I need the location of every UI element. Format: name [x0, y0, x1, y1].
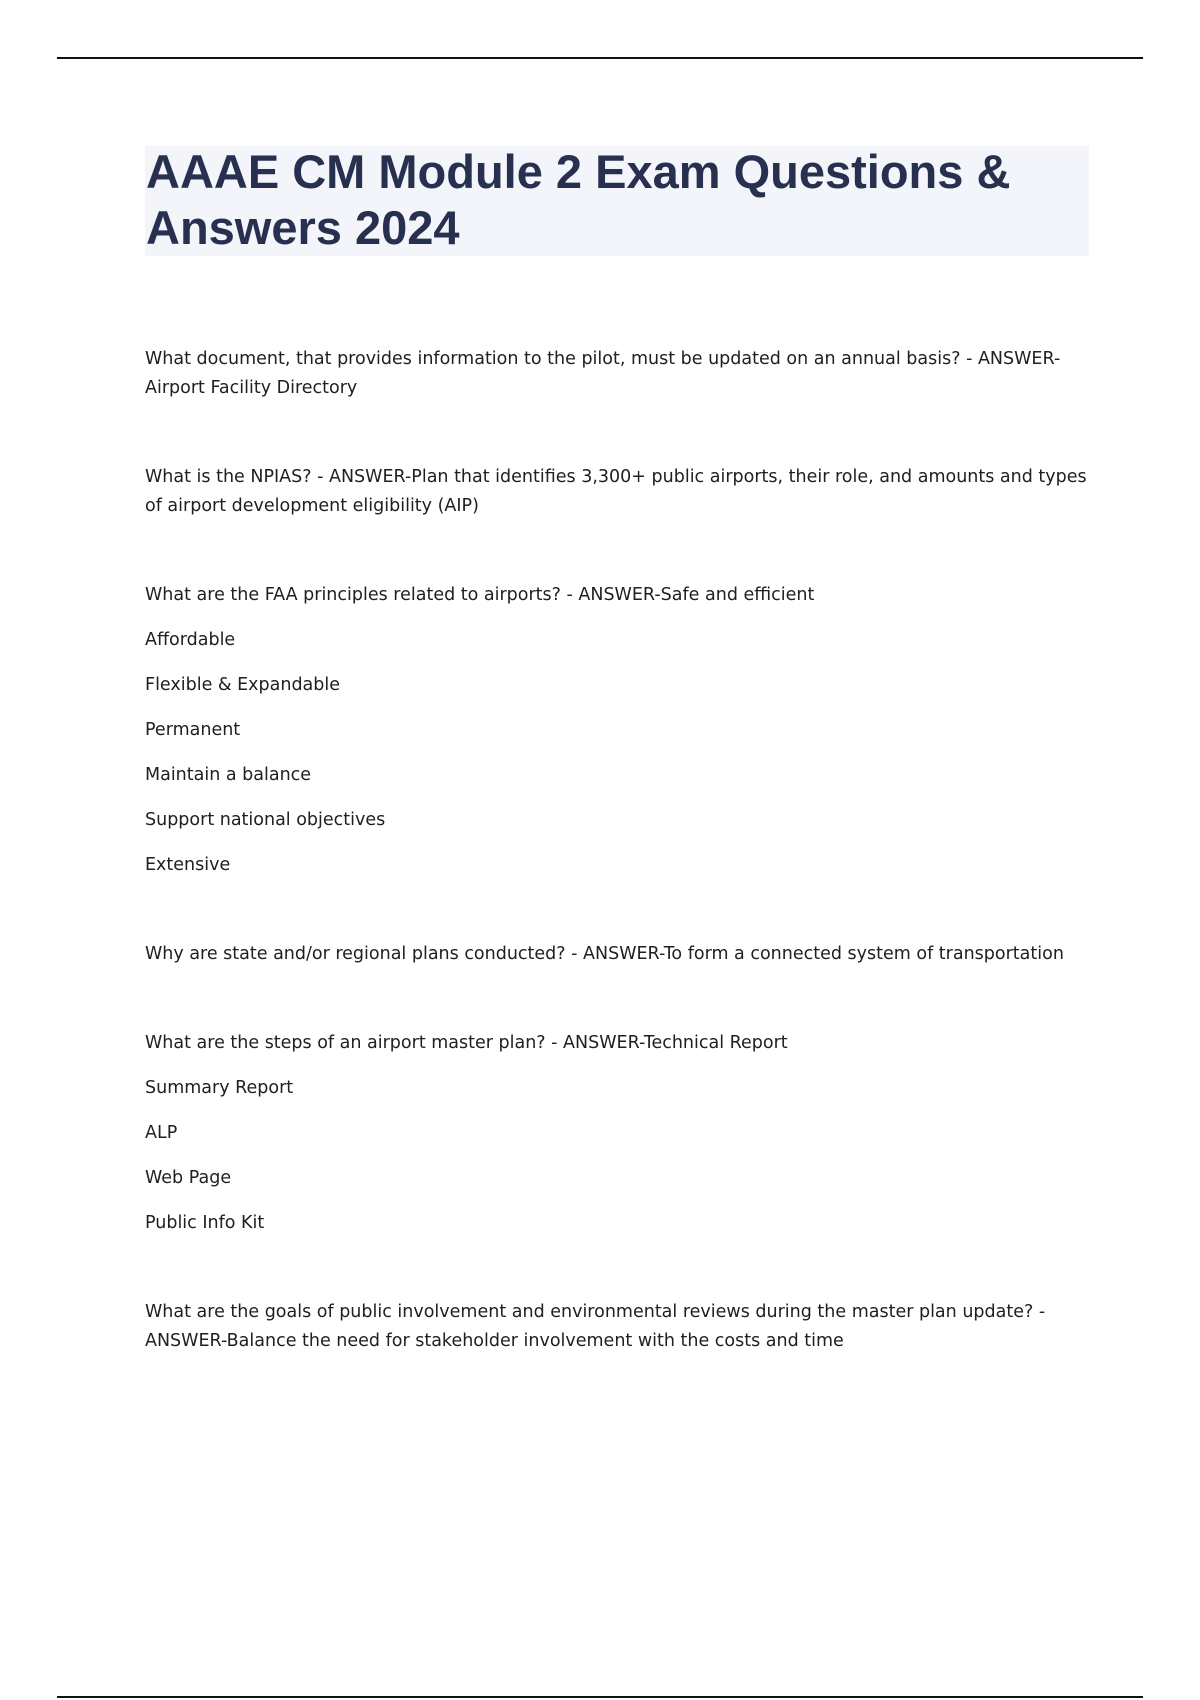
qa-item [145, 1029, 1095, 1238]
answer-line: Web Page [145, 1168, 232, 1188]
answer-line: Summary Report [145, 1078, 294, 1098]
header-rule [57, 57, 1143, 59]
qa-text: Why are state and/or regional plans conducted? - ANSWER-To form a connected system of transportation [145, 944, 1064, 964]
document-title: AAAE CM Module 2 Exam Questions & Answers 2024 [146, 145, 1011, 254]
answer-line: Extensive [145, 855, 231, 875]
qa-item [145, 463, 1095, 521]
answer-line: Flexible & Expandable [145, 675, 341, 695]
answer-line: Affordable [145, 630, 236, 650]
answer-line: Permanent [145, 720, 241, 740]
answer-line: Maintain a balance [145, 765, 312, 785]
footer-rule [57, 1696, 1143, 1698]
qa-item [145, 581, 1095, 880]
qa-text: What are the steps of an airport master plan? - ANSWER-Technical Report [145, 1033, 788, 1053]
answer-line: ALP [145, 1123, 178, 1143]
qa-list [145, 345, 1095, 1356]
answer-line: Public Info Kit [145, 1213, 265, 1233]
qa-text: What are the goals of public involvement and environmental reviews during the master plan update? - ANSWER-Balance the need for stakeholder involvement with the costs and time [145, 1302, 1046, 1351]
qa-text: What is the NPIAS? - ANSWER-Plan that identifies 3,300+ public airports, their role, and amounts and types of airport development eligibility (AIP) [145, 467, 1087, 516]
answer-line: Support national objectives [145, 810, 386, 830]
qa-item [145, 1298, 1095, 1356]
qa-item [145, 940, 1095, 969]
qa-text: What document, that provides information to the pilot, must be updated on an annual basis? - ANSWER-Airport Facility Directory [145, 349, 1061, 398]
qa-text: What are the FAA principles related to airports? - ANSWER-Safe and efficient [145, 585, 815, 605]
qa-item [145, 345, 1095, 403]
